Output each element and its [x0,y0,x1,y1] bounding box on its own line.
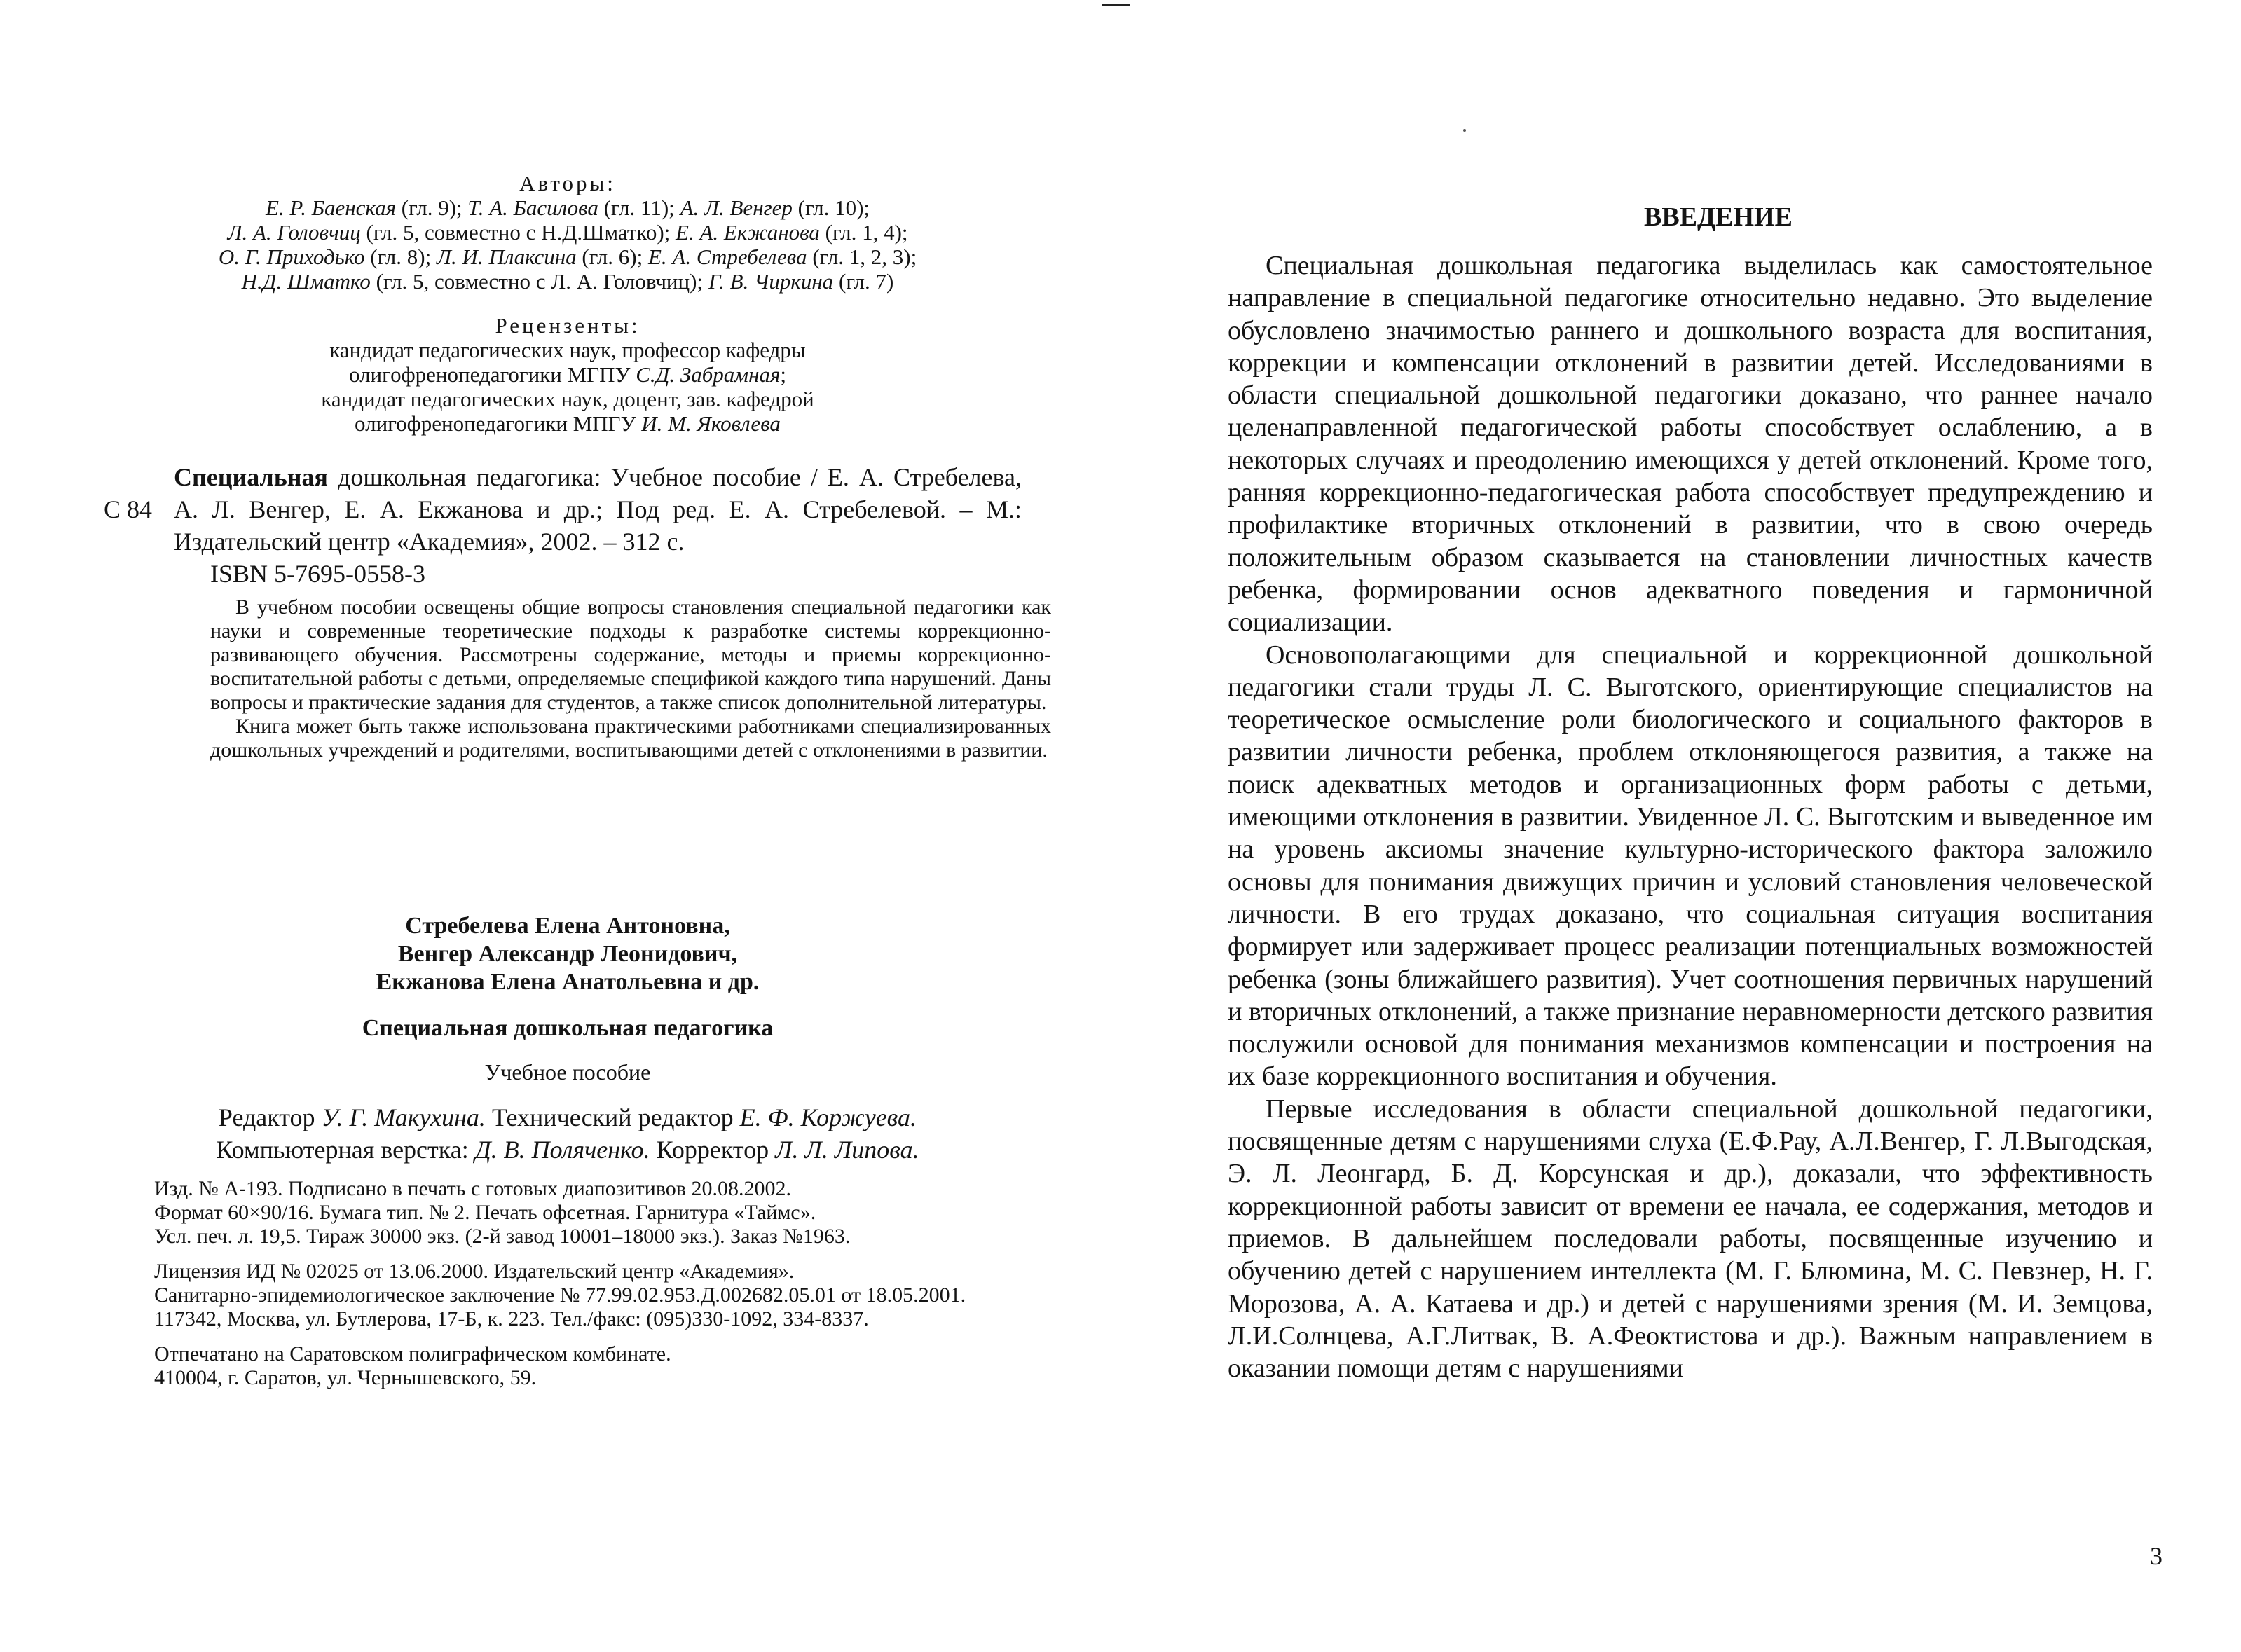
top-edge-mark [1102,4,1130,6]
tech-line: Изд. № А-193. Подписано в печать с готовых диапозитивов 20.08.2002. [154,1177,791,1200]
abstract [210,596,1051,810]
imprint-title: Специальная дошкольная педагогика [362,1015,774,1041]
authors-title: Авторы: [519,171,616,195]
chapter-heading: ВВЕДЕНИЕ [1644,202,1793,232]
imprint-author: Венгер Александр Леонидович, [397,941,738,967]
introduction-body [1228,249,2153,1384]
italic-name: Л. И. Плаксина [436,245,577,269]
isbn: ISBN 5-7695-0558-3 [210,560,425,588]
tech-line: 410004, г. Саратов, ул. Чернышевского, 59. [154,1366,537,1389]
imprint-block [84,912,1051,1390]
imprint-genre: Учебное пособие [484,1059,651,1085]
body-paragraph: Основополагающими для специальной и коррекционной дошкольной педагогики стали труды Л. С. Выготского, ориентирующие специалистов на теоретическое осмысление роли биологического и социального факторов в развитии личности ребенка, проблем отклоняющегося развития, а также на поиск адекватных методов и организационных форм работы с детьми, имеющими отклонения в развитии. Увиденное Л. С. Выготским и выведенное им на уровень аксиомы значение культурно-исторического фактора заложило основы для понимания движущих причин и условий становления человеческой личности. В его трудах доказано, что социальная ситуация воспитания формирует или задерживает процесс реализации потенциальных возможностей ребенка (зоны ближайшего развития). Учет соотношения первичных нарушений и вторичных отклонений, а также признание неравномерности детского развития послужили основой для понимания механизмов компенсации и построения на их базе коррекционного воспитания и обучения. [1228,640,2153,1092]
page-number: 3 [2150,1542,2163,1570]
italic-name: Н.Д. Шматко [241,269,371,294]
description-text: дошкольная педагогика: Учебное пособие / Е. А. Стребелева, А. Л. Венгер, Е. А. Екжанова и др.; Под ред. Е. А. Стребелевой. – М.: Издательский центр «Академия», 2002. – 312 с. [174,463,1022,556]
tech-block [154,1260,1065,1331]
abstract-paragraph: В учебном пособии освещены общие вопросы становления специальной педагогики как науки и современные теоретические подходы к разработке системы коррекционно-развивающего обучения. Рассмотрены содержание, методы и приемы коррекционно-воспитательной работы с детьми, определяемые спецификой каждого типа нарушений. Даны вопросы и практические задания для студентов, а также список дополнительной литературы. [210,596,1051,714]
left-page [84,171,1051,1614]
scan-speck [1463,129,1466,132]
tech-line: Формат 60×90/16. Бумага тип. № 2. Печать офсетная. Гарнитура «Таймс». [154,1201,816,1224]
tech-line: Санитарно-эпидемиологическое заключение № 77.99.02.953.Д.002682.05.01 от 18.05.2001. [154,1283,966,1307]
library-code: С 84 [104,495,153,523]
reviewer-line: олигофренопедагогики МГПУ С.Д. Забрамная; [348,362,787,387]
abstract-paragraph: Книга может быть также использована практическими работниками специализированных дошкольных учреждений и родителями, воспитывающими детей с отклонениями в развитии. [210,715,1051,762]
body-paragraph: Первые исследования в области специальной дошкольной педагогики, посвященные детям с нарушениями слуха (Е.Ф.Рау, А.Л.Венгер, Г. Л.Выгодская, Э. Л. Леонгард, Б. Д. Корсунская и др.), доказали, что эффективность коррекционной работы зависит от времени ее начала, ее содержания, методов и приемов. В дальнейшем последовали работы, посвященные изучению и обучению детей с нарушением интеллекта (М. Г. Блюмина, М. С. Певзнер, Н. Г. Морозова, А. А. Катаева и др.) и детей с нарушениями зрения (М. И. Земцова, Л.И.Солнцева, А.Г.Литвак, В. А.Феоктистова и др.). Важным направлением в оказании помощи детям с нарушениями [1228,1094,2153,1384]
reviewers-title: Рецензенты: [495,313,640,338]
italic-name: Е. Ф. Коржуева. [739,1103,917,1131]
imprint-author: Екжанова Елена Анатольевна и др. [376,969,760,995]
authors-line: Е. Р. Баенская (гл. 9); Т. А. Басилова (гл. 11); А. Л. Венгер (гл. 10); [265,195,870,220]
tech-block [154,1177,1065,1248]
italic-name: Т. А. Басилова [467,195,598,220]
editor-line: Редактор У. Г. Макухина. Технический редактор Е. Ф. Коржуева. [218,1103,917,1131]
italic-name: А. Л. Венгер [680,195,793,220]
italic-name: Е. А. Стребелева [647,245,807,269]
reviewer-line: кандидат педагогических наук, профессор кафедры [329,338,806,362]
technical-details [154,1177,1065,1390]
imprint-author: Стребелева Елена Антоновна, [405,913,730,939]
authors-line: Л. А. Головчиц (гл. 5, совместно с Н.Д.Шматко); Е. А. Екжанова (гл. 1, 4); [227,220,908,245]
italic-name: Л. А. Головчиц [227,220,361,245]
tech-line: Отпечатано на Саратовском полиграфическом комбинате. [154,1342,671,1365]
bibliographic-description [174,461,1022,558]
bibliographic-record [84,461,1051,590]
authors-line: Н.Д. Шматко (гл. 5, совместно с Л. А. Головчиц); Г. В. Чиркина (гл. 7) [241,269,894,294]
italic-name: Г. В. Чиркина [708,269,834,294]
authors-block [84,171,1051,294]
italic-name: Е. А. Екжанова [676,220,820,245]
tech-block [154,1342,1065,1390]
italic-name: Л. Л. Липова. [775,1136,919,1164]
editors-block [84,1101,1051,1166]
right-page [1228,198,2153,1384]
italic-name: О. Г. Приходько [218,245,365,269]
italic-name: Е. Р. Баенская [265,195,397,220]
reviewer-line: кандидат педагогических наук, доцент, зав. кафедрой [321,387,814,411]
italic-name: С.Д. Забрамная [636,362,781,387]
book-title-bold: Специальная [174,463,328,491]
editor-line: Компьютерная верстка: Д. В. Поляченко. Корректор Л. Л. Липова. [216,1136,919,1164]
authors-line: О. Г. Приходько (гл. 8); Л. И. Плаксина (гл. 6); Е. А. Стребелева (гл. 1, 2, 3); [218,245,917,269]
italic-name: Д. В. Поляченко. [474,1136,650,1164]
body-paragraph: Специальная дошкольная педагогика выделилась как самостоятельное направление в специальной педагогике относительно недавно. Это выделение обусловлено значимостью раннего и дошкольного возраста для воспитания, коррекции и компенсации отклонений в развитии детей. Исследованиями в области специальной дошкольной педагогики доказано, что раннее начало целенаправленной педагогической работы способствует ослаблению, а в некоторых случаях и преодолению имеющихся у детей отклонений. Кроме того, ранняя коррекционно-педагогическая работа способствует предупреждению и профилактике вторичных отклонений в развитии, что в свою очередь положительным образом сказывается на становлении личностных качеств ребенка, формировании основ адекватного поведения и гармоничной социализации. [1228,251,2153,638]
tech-line: Лицензия ИД № 02025 от 13.06.2000. Издательский центр «Академия». [154,1260,795,1283]
tech-line: Усл. печ. л. 19,5. Тираж 30000 экз. (2-й завод 10001–18000 экз.). Заказ №1963. [154,1225,851,1248]
reviewers-block [84,313,1051,436]
tech-line: 117342, Москва, ул. Бутлерова, 17-Б, к. 223. Тел./факс: (095)330-1092, 334-8337. [154,1307,869,1330]
italic-name: И. М. Яковлева [641,411,781,436]
italic-name: У. Г. Макухина. [321,1103,486,1131]
reviewer-line: олигофренопедагогики МПГУ И. М. Яковлева [355,411,781,436]
